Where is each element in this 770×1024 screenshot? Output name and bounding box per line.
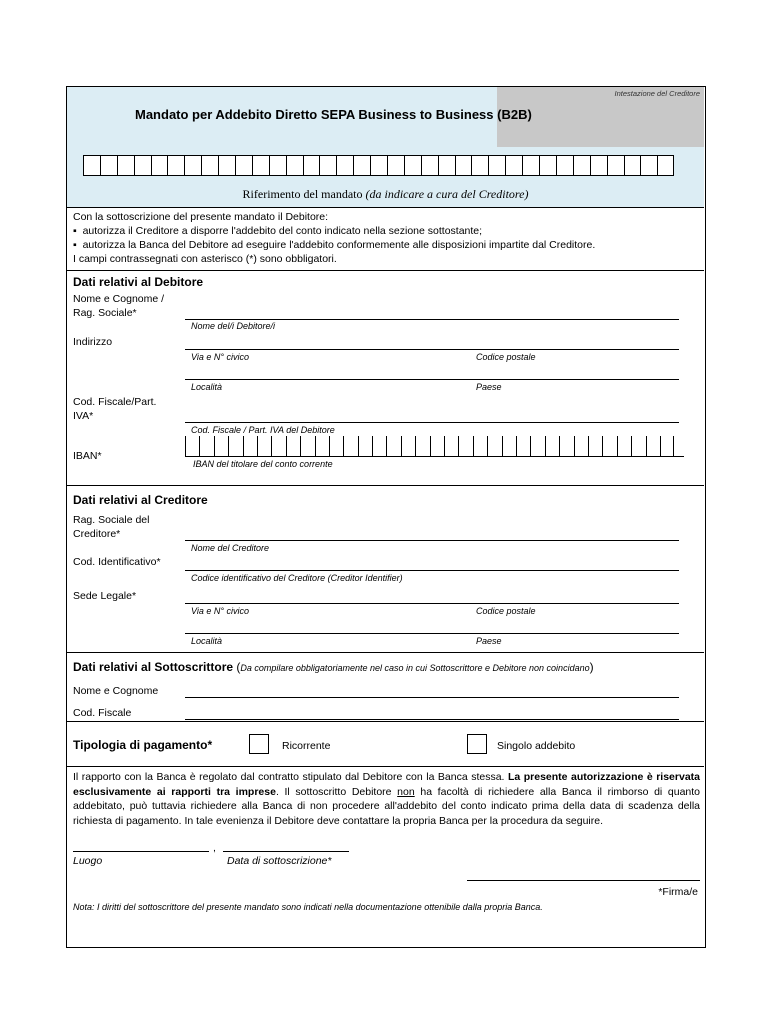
iban-char-box[interactable] bbox=[588, 436, 602, 456]
iban-char-box[interactable] bbox=[358, 436, 372, 456]
place-field[interactable] bbox=[73, 851, 209, 852]
signatory-name-label: Nome e Cognome bbox=[73, 685, 159, 697]
signatory-tax-field[interactable] bbox=[185, 719, 679, 720]
debtor-heading: Dati relativi al Debitore bbox=[73, 275, 204, 289]
reference-note: (da indicare a cura del Creditore) bbox=[365, 187, 529, 201]
creditor-city-caption: Località bbox=[191, 636, 223, 646]
iban-char-box[interactable] bbox=[458, 436, 472, 456]
debtor-tax-label: Cod. Fiscale/Part. bbox=[73, 396, 157, 408]
legal-text: Il rapporto con la Banca è regolato dal contratto stipulato dal Debitore con la Banca stessa. bbox=[73, 771, 508, 783]
reference-prefix: Riferimento del mandato bbox=[242, 187, 363, 201]
creditor-heading: Intestazione del Creditore bbox=[614, 89, 700, 98]
creditor-id-field[interactable] bbox=[185, 570, 679, 571]
iban-char-box[interactable] bbox=[617, 436, 631, 456]
single-debit-label: Singolo addebito bbox=[497, 740, 576, 752]
footer-section bbox=[67, 766, 704, 946]
reference-char-box[interactable] bbox=[319, 155, 336, 176]
debtor-iban-field[interactable] bbox=[185, 436, 674, 456]
intro-section bbox=[67, 207, 704, 271]
reference-char-box[interactable] bbox=[556, 155, 573, 176]
mandate-reference-label bbox=[67, 187, 704, 202]
reference-char-box[interactable] bbox=[421, 155, 438, 176]
debtor-name-label: Nome e Cognome / bbox=[73, 293, 165, 305]
reference-char-box[interactable] bbox=[640, 155, 657, 176]
iban-char-box[interactable] bbox=[502, 436, 516, 456]
signatory-name-field[interactable] bbox=[185, 697, 679, 698]
legal-underlined-text: non bbox=[397, 785, 415, 798]
iban-char-box[interactable] bbox=[300, 436, 314, 456]
debtor-address-label: Indirizzo bbox=[73, 336, 113, 348]
iban-char-box[interactable] bbox=[530, 436, 544, 456]
iban-char-box[interactable] bbox=[444, 436, 458, 456]
iban-char-box[interactable] bbox=[271, 436, 285, 456]
recurring-label: Ricorrente bbox=[282, 740, 331, 752]
iban-char-box[interactable] bbox=[559, 436, 573, 456]
reference-char-box[interactable] bbox=[117, 155, 134, 176]
iban-char-box[interactable] bbox=[545, 436, 559, 456]
reference-char-box[interactable] bbox=[370, 155, 387, 176]
iban-char-box[interactable] bbox=[646, 436, 660, 456]
creditor-city-field[interactable] bbox=[185, 633, 679, 634]
reference-char-box[interactable] bbox=[471, 155, 488, 176]
page-title: Mandato per Addebito Diretto SEPA Business to Business (B2B) bbox=[135, 107, 532, 122]
signature-field[interactable] bbox=[467, 880, 700, 881]
reference-char-box[interactable] bbox=[336, 155, 353, 176]
creditor-heading: Dati relativi al Creditore bbox=[73, 493, 208, 507]
iban-char-box[interactable] bbox=[185, 436, 199, 456]
reference-char-box[interactable] bbox=[134, 155, 151, 176]
place-date-separator: , bbox=[213, 842, 216, 854]
signatory-note: Da compilare obbligatoriamente nel caso in cui Sottoscrittore e Debitore non coincidano bbox=[240, 663, 590, 673]
creditor-seat-label: Sede Legale* bbox=[73, 590, 137, 602]
iban-char-box[interactable] bbox=[329, 436, 343, 456]
legal-paragraph bbox=[73, 770, 700, 828]
signatory-heading: Dati relativi al Sottoscrittore bbox=[73, 660, 234, 674]
reference-char-box[interactable] bbox=[624, 155, 641, 176]
debtor-postal-caption: Codice postale bbox=[476, 352, 536, 362]
intro-line: Con la sottoscrizione del presente mandato il Debitore: bbox=[73, 211, 329, 223]
iban-char-box[interactable] bbox=[660, 436, 674, 456]
debtor-street-caption: Via e N° civico bbox=[191, 352, 249, 362]
reference-char-box[interactable] bbox=[522, 155, 539, 176]
iban-char-box[interactable] bbox=[516, 436, 530, 456]
iban-char-box[interactable] bbox=[574, 436, 588, 456]
debtor-name-caption: Nome del/i Debitore/i bbox=[191, 321, 276, 331]
signatory-section bbox=[67, 652, 704, 722]
mandate-header bbox=[67, 87, 704, 208]
date-label: Data di sottoscrizione* bbox=[227, 855, 332, 867]
mandate-reference-boxes[interactable] bbox=[83, 155, 674, 176]
payment-type-heading: Tipologia di pagamento* bbox=[73, 738, 213, 752]
reference-char-box[interactable] bbox=[488, 155, 505, 176]
signature-label: *Firma/e bbox=[658, 886, 698, 898]
iban-char-box[interactable] bbox=[631, 436, 645, 456]
sepa-mandate-form bbox=[66, 86, 706, 948]
legal-text: . Il sottoscritto Debitore bbox=[275, 785, 398, 798]
iban-char-box[interactable] bbox=[199, 436, 213, 456]
iban-char-box[interactable] bbox=[430, 436, 444, 456]
creditor-id-caption: Codice identificativo del Creditore (Creditor Identifier) bbox=[191, 573, 403, 583]
debtor-country-caption: Paese bbox=[476, 382, 502, 392]
iban-char-box[interactable] bbox=[228, 436, 242, 456]
iban-char-box[interactable] bbox=[473, 436, 487, 456]
reference-char-box[interactable] bbox=[438, 155, 455, 176]
creditor-name-caption: Nome del Creditore bbox=[191, 543, 270, 553]
creditor-id-label: Cod. Identificativo* bbox=[73, 556, 161, 568]
iban-char-box[interactable] bbox=[401, 436, 415, 456]
debtor-street-field[interactable] bbox=[185, 349, 679, 350]
creditor-section bbox=[67, 485, 704, 653]
reference-char-box[interactable] bbox=[573, 155, 590, 176]
creditor-name-field[interactable] bbox=[185, 540, 679, 541]
iban-char-box[interactable] bbox=[257, 436, 271, 456]
reference-char-box[interactable] bbox=[657, 155, 674, 176]
debtor-tax-caption: Cod. Fiscale / Part. IVA del Debitore bbox=[191, 425, 335, 435]
creditor-name-label: Creditore* bbox=[73, 528, 121, 540]
intro-bullet-text: autorizza la Banca del Debitore ad eseguire l'addebito conformemente alle disposizioni impartite dal Creditore. bbox=[82, 239, 596, 251]
iban-char-box[interactable] bbox=[386, 436, 400, 456]
creditor-name-label: Rag. Sociale del bbox=[73, 514, 150, 526]
payment-type-section bbox=[67, 721, 704, 767]
place-label: Luogo bbox=[73, 855, 103, 867]
reference-char-box[interactable] bbox=[235, 155, 252, 176]
single-debit-checkbox[interactable] bbox=[467, 734, 487, 754]
debtor-city-caption: Località bbox=[191, 382, 223, 392]
signatory-paren-open: ( bbox=[233, 660, 241, 674]
iban-baseline bbox=[185, 456, 684, 457]
legal-text: ha facoltà di richiedere alla Banca il rimborso di quanto addebitato, può tuttavia richiedere alla Banca di non procedere all'addebito del conto indicato prima della data di scadenza della richiesta di pagamento. In tale evenienza il Debitore deve contattare la propria Banca per la procedura da seguire. bbox=[73, 785, 701, 827]
intro-bullet-text: autorizza il Creditore a disporre l'addebito del conto indicato nella sezione sottostante; bbox=[82, 225, 483, 237]
signatory-paren-close: ) bbox=[589, 660, 594, 674]
iban-char-box[interactable] bbox=[315, 436, 329, 456]
signatory-tax-label: Cod. Fiscale bbox=[73, 707, 132, 719]
iban-char-box[interactable] bbox=[243, 436, 257, 456]
creditor-postal-caption: Codice postale bbox=[476, 606, 536, 616]
reference-char-box[interactable] bbox=[505, 155, 522, 176]
signatory-heading-row bbox=[73, 658, 594, 676]
iban-char-box[interactable] bbox=[602, 436, 616, 456]
debtor-iban-caption: IBAN del titolare del conto corrente bbox=[193, 459, 333, 469]
iban-char-box[interactable] bbox=[343, 436, 357, 456]
reference-char-box[interactable] bbox=[252, 155, 269, 176]
iban-char-box[interactable] bbox=[415, 436, 429, 456]
legal-bold-text: La presente autorizzazione è riservata esclusivamente ai rapporti tra imprese bbox=[73, 771, 700, 798]
reference-char-box[interactable] bbox=[303, 155, 320, 176]
debtor-name-field[interactable] bbox=[185, 319, 679, 320]
reference-char-box[interactable] bbox=[539, 155, 556, 176]
intro-bullet: ▪ autorizza il Creditore a disporre l'addebito del conto indicato nella sezione sottostante; bbox=[73, 225, 483, 237]
reference-char-box[interactable] bbox=[151, 155, 168, 176]
iban-char-box[interactable] bbox=[214, 436, 228, 456]
debtor-city-field[interactable] bbox=[185, 379, 679, 380]
debtor-name-label: Rag. Sociale* bbox=[73, 307, 137, 319]
reference-char-box[interactable] bbox=[100, 155, 117, 176]
creditor-country-caption: Paese bbox=[476, 636, 502, 646]
debtor-tax-label: IVA* bbox=[73, 410, 94, 422]
debtor-iban-label: IBAN* bbox=[73, 450, 102, 462]
iban-char-box[interactable] bbox=[372, 436, 386, 456]
debtor-tax-field[interactable] bbox=[185, 422, 679, 423]
reference-char-box[interactable] bbox=[201, 155, 218, 176]
reference-char-box[interactable] bbox=[404, 155, 421, 176]
iban-char-box[interactable] bbox=[286, 436, 300, 456]
recurring-checkbox[interactable] bbox=[249, 734, 269, 754]
creditor-street-field[interactable] bbox=[185, 603, 679, 604]
debtor-section bbox=[67, 270, 704, 486]
intro-mandatory-note: I campi contrassegnati con asterisco (*) sono obbligatori. bbox=[73, 253, 337, 265]
reference-char-box[interactable] bbox=[184, 155, 201, 176]
reference-char-box[interactable] bbox=[387, 155, 404, 176]
reference-char-box[interactable] bbox=[590, 155, 607, 176]
bank-rights-note: Nota: I diritti del sottoscrittore del presente mandato sono indicati nella documentazione ottenibile dalla propria Banca. bbox=[73, 902, 543, 912]
date-field[interactable] bbox=[223, 851, 349, 852]
reference-char-box[interactable] bbox=[83, 155, 100, 176]
reference-char-box[interactable] bbox=[455, 155, 472, 176]
reference-char-box[interactable] bbox=[167, 155, 184, 176]
reference-char-box[interactable] bbox=[607, 155, 624, 176]
reference-char-box[interactable] bbox=[286, 155, 303, 176]
iban-char-box[interactable] bbox=[487, 436, 501, 456]
intro-bullet: ▪ autorizza la Banca del Debitore ad eseguire l'addebito conformemente alle disposizioni impartite dal Creditore. bbox=[73, 239, 596, 251]
creditor-street-caption: Via e N° civico bbox=[191, 606, 249, 616]
reference-char-box[interactable] bbox=[218, 155, 235, 176]
reference-char-box[interactable] bbox=[353, 155, 370, 176]
reference-char-box[interactable] bbox=[269, 155, 286, 176]
